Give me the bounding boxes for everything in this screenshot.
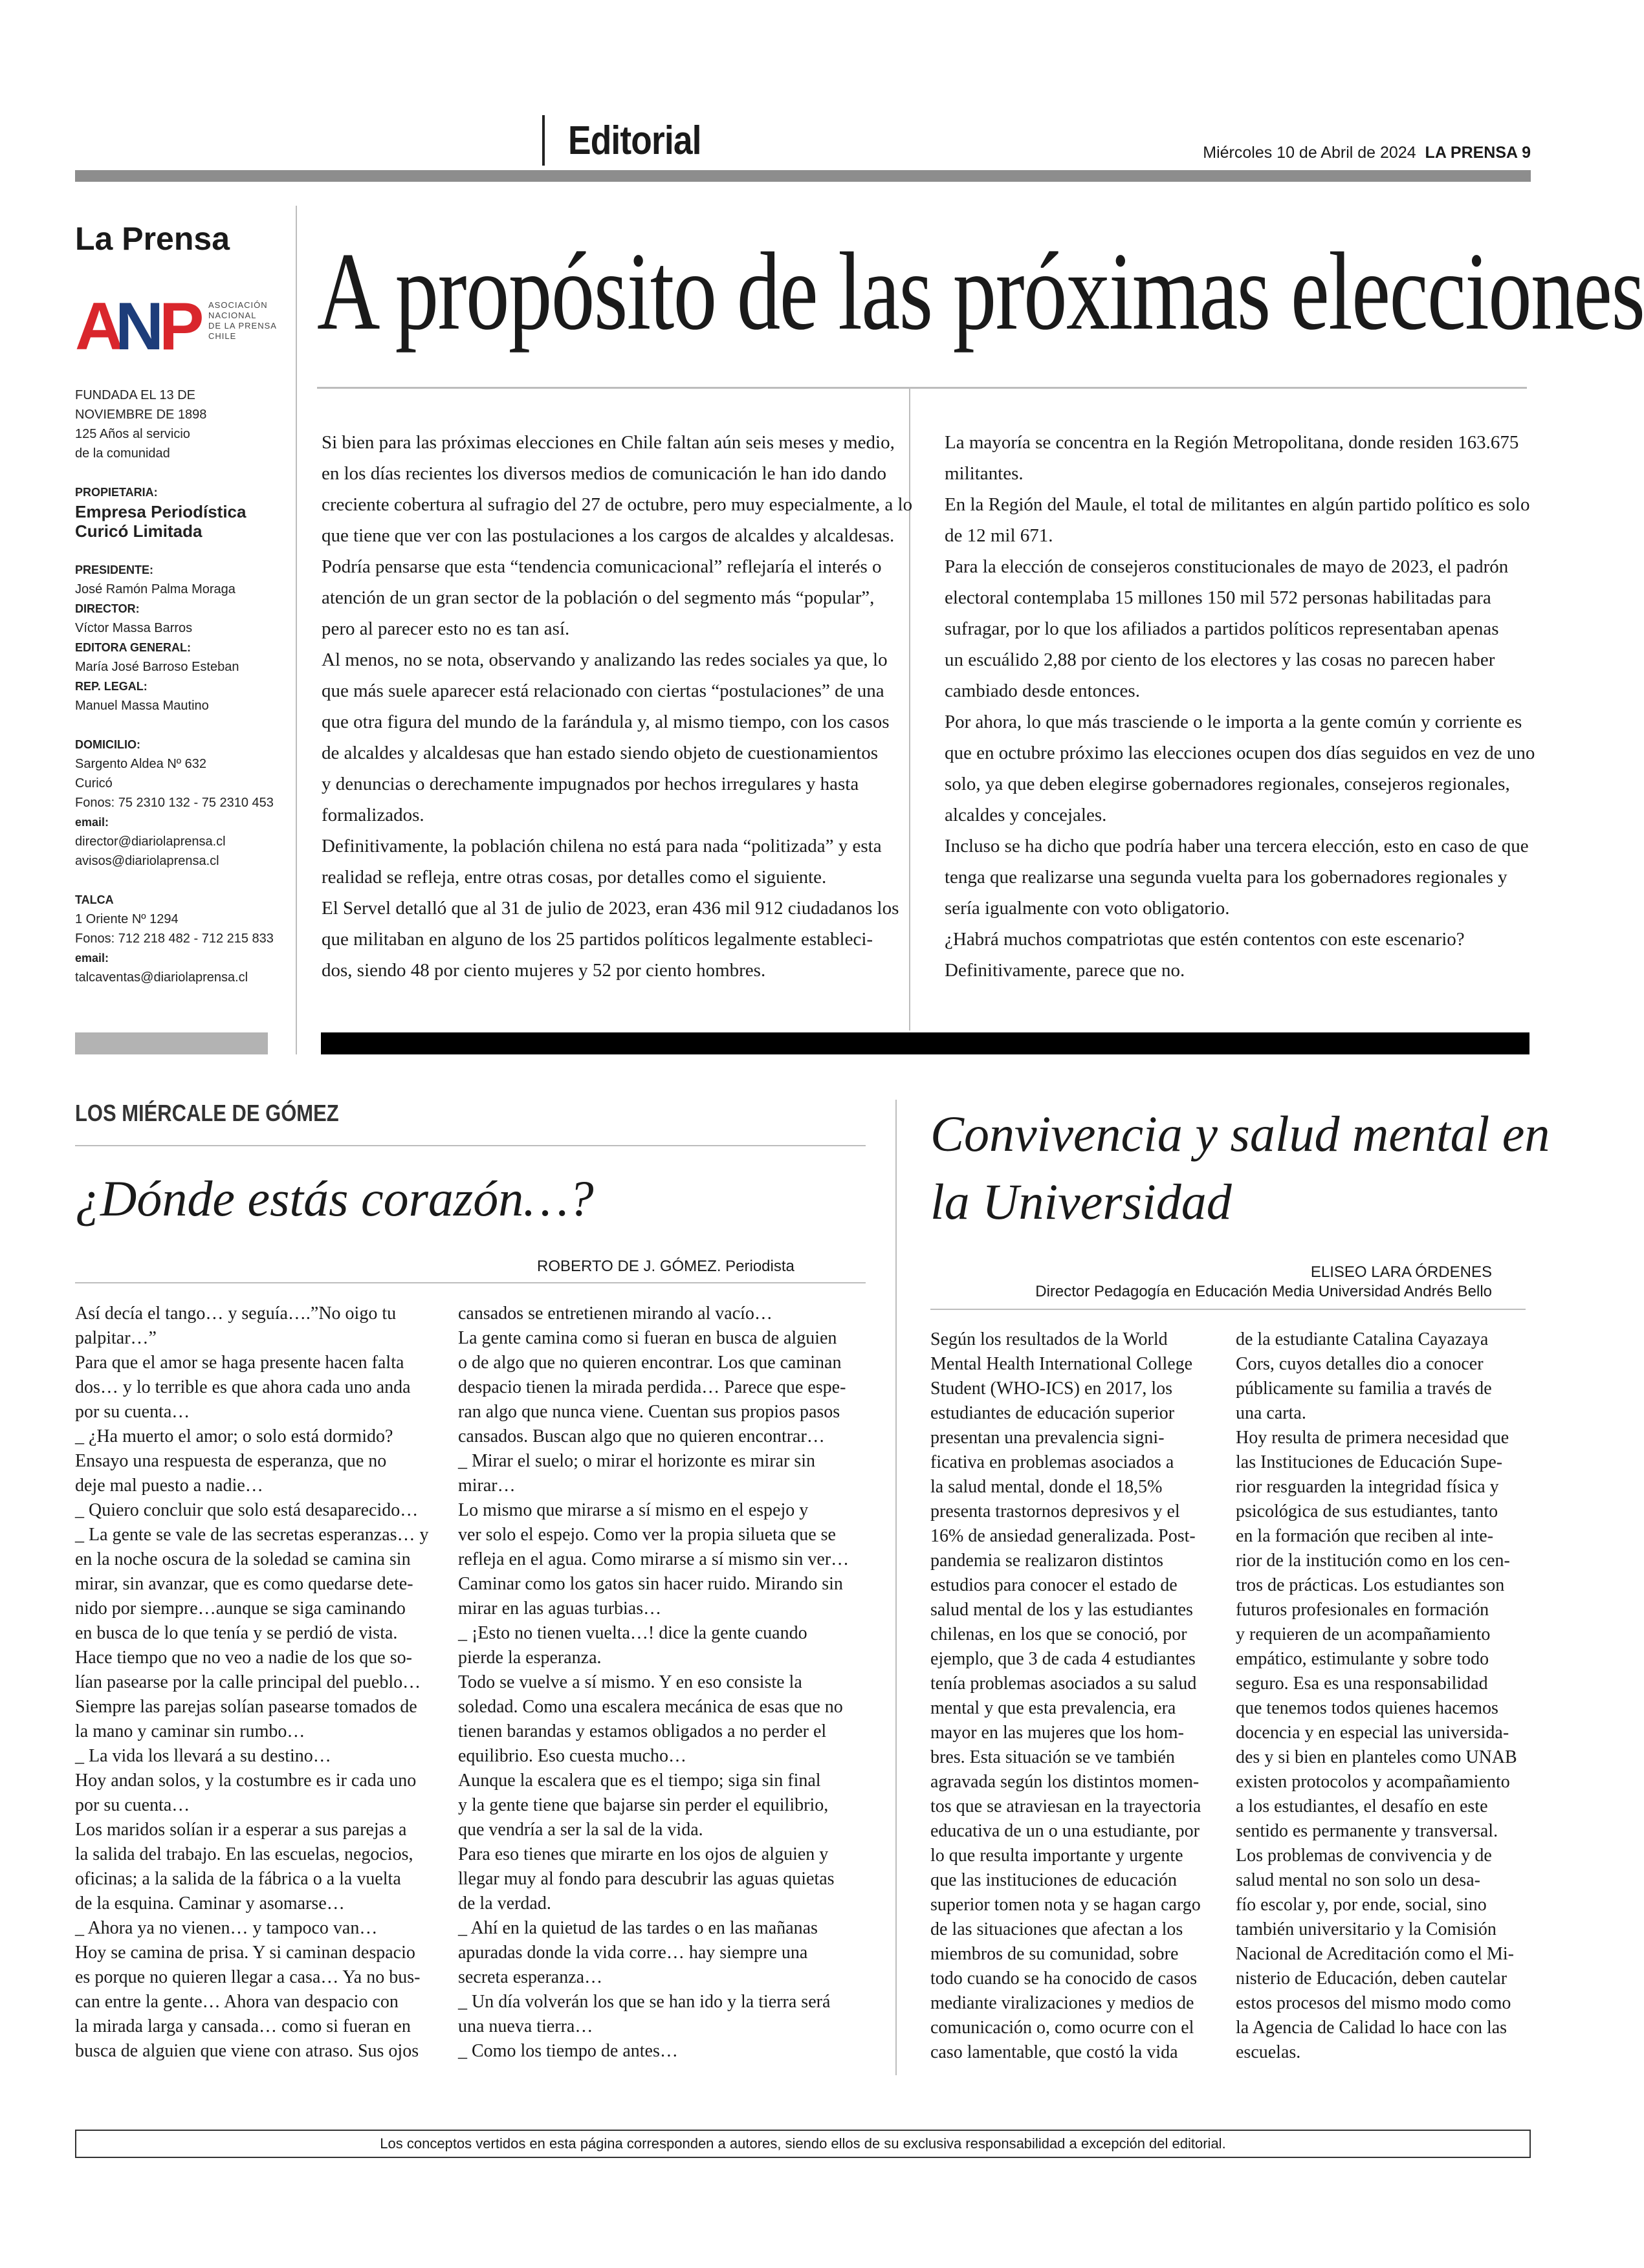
- text-line: Así decía el tango… y seguía….”No oigo tu: [75, 1303, 397, 1324]
- text-line: ficativa en problemas asociados a: [930, 1452, 1174, 1472]
- text-line: cansados. Buscan algo que no quieren encontrar…: [458, 1426, 825, 1446]
- text-line: dos… y lo terrible es que ahora cada uno anda: [75, 1377, 411, 1397]
- text-line: en la formación que reciben al inte-: [1236, 1526, 1494, 1546]
- text-line: dos, siendo 48 por ciento mujeres y 52 por ciento hombres.: [322, 960, 766, 981]
- opinion-text-2: [1236, 1327, 1517, 2065]
- text-line: Según los resultados de la World: [930, 1329, 1168, 1349]
- text-line: Para que el amor se haga presente hacen falta: [75, 1353, 404, 1373]
- staff-label: EDITORA GENERAL:: [75, 641, 192, 654]
- text-line: que tenemos todos quienes hacemos: [1236, 1698, 1498, 1718]
- text-line: busca de alguien que viene con atraso. Sus ojos: [75, 2041, 419, 2061]
- text-line: la salud mental, donde el 18,5%: [930, 1477, 1163, 1497]
- text-line: sentido es permanente y transversal.: [1236, 1821, 1498, 1841]
- text-line: Student (WHO-ICS) en 2017, los: [930, 1379, 1173, 1399]
- text-line: existen protocolos y acompañamiento: [1236, 1772, 1510, 1792]
- text-line: despacio tienen la mirada perdida… Parece que espe-: [458, 1377, 846, 1397]
- founded-line: de la comunidad: [75, 446, 170, 461]
- text-line: _ Ahí en la quietud de las tardes o en las mañanas: [458, 1918, 818, 1938]
- column-author: ROBERTO DE J. GÓMEZ. Periodista: [537, 1258, 795, 1275]
- text-line: rior de la institución como en los cen-: [1236, 1551, 1510, 1571]
- text-line: de la estudiante Catalina Cayazaya: [1236, 1329, 1489, 1349]
- text-line: que tiene que ver con las postulaciones a los cargos de alcaldes y alcaldesas.: [322, 525, 895, 546]
- text-line: Mental Health International College: [930, 1354, 1193, 1374]
- header-rule: [75, 170, 1531, 182]
- anp-logo-letter-p: P: [159, 289, 204, 364]
- text-line: pandemia se realizaron distintos: [930, 1551, 1163, 1571]
- text-line: Los maridos solían ir a esperar a sus parejas a: [75, 1820, 407, 1840]
- text-line: mirar en las aguas turbias…: [458, 1598, 662, 1619]
- text-line: mediante viralizaciones y medios de: [930, 1993, 1194, 2013]
- text-line: nido por siempre…aunque se siga caminando: [75, 1598, 406, 1619]
- staff-label: DIRECTOR:: [75, 602, 140, 615]
- text-line: tros de prácticas. Los estudiantes son: [1236, 1575, 1505, 1595]
- text-line: Para eso tienes que mirarte en los ojos de alguien y: [458, 1844, 829, 1864]
- text-line: lían pasearse por la calle principal del pueblo…: [75, 1672, 421, 1692]
- text-line: Al menos, no se nota, observando y analizando las redes sociales ya que, lo: [322, 649, 888, 670]
- text-line: _ Quiero concluir que solo está desaparecido…: [75, 1500, 419, 1520]
- text-line: educativa de un o una estudiante, por: [930, 1821, 1200, 1841]
- text-line: sufragar, por lo que los afiliados a partidos políticos representaban apenas: [945, 618, 1499, 639]
- opinion-title: Convivencia y salud mental en la Universidad: [930, 1106, 1550, 1230]
- staff-name: Víctor Massa Barros: [75, 621, 193, 635]
- section-name: Editorial: [568, 118, 701, 163]
- address-line: Fonos: 75 2310 132 - 75 2310 453: [75, 796, 274, 810]
- text-line: tienen barandas y estamos obligados a no perder el: [458, 1721, 827, 1741]
- text-line: palpitar…”: [75, 1328, 157, 1348]
- text-line: lo que resulta importante y urgente: [930, 1846, 1183, 1866]
- text-line: de 12 mil 671.: [945, 525, 1053, 546]
- text-line: estos procesos del mismo modo como: [1236, 1993, 1511, 2013]
- text-line: _ Como los tiempo de antes…: [458, 2041, 678, 2061]
- text-line: docencia y en especial las universida-: [1236, 1723, 1509, 1743]
- text-line: públicamente su familia a través de: [1236, 1379, 1492, 1399]
- text-line: estudios para conocer el estado de: [930, 1575, 1178, 1595]
- opinion-text-1: [930, 1327, 1201, 2065]
- text-line: la mano y caminar sin rumbo…: [75, 1721, 305, 1741]
- editorial-black-bar: [321, 1032, 1529, 1054]
- text-line: Nacional de Acreditación como el Mi-: [1236, 1944, 1514, 1964]
- text-line: Cors, cuyos detalles dio a conocer: [1236, 1354, 1484, 1374]
- text-line: salud mental no son solo un desa-: [1236, 1870, 1480, 1890]
- text-line: por su cuenta…: [75, 1402, 190, 1422]
- text-line: caso lamentable, que costó la vida: [930, 2042, 1178, 2062]
- opinion-rule: [930, 1309, 1526, 1310]
- text-line: Todo se vuelve a sí mismo. Y en eso consiste la: [458, 1672, 802, 1692]
- text-line: superior tomen nota y se hagan cargo: [930, 1895, 1201, 1915]
- staff-name: María José Barroso Esteban: [75, 660, 239, 674]
- page-label: LA PRENSA 9: [1425, 144, 1531, 162]
- text-line: Ensayo una respuesta de esperanza, que no: [75, 1451, 387, 1471]
- staff-label: PRESIDENTE:: [75, 563, 154, 576]
- text-line: pero al parecer esto no es tan así.: [322, 618, 570, 639]
- text-line: Podría pensarse que esta “tendencia comunicacional” reflejaría el interés o: [322, 556, 882, 577]
- opinion-author: ELISEO LARA ÓRDENES: [1310, 1263, 1492, 1281]
- text-line: las Instituciones de Educación Supe-: [1236, 1452, 1503, 1472]
- text-line: formalizados.: [322, 805, 424, 825]
- text-line: Incluso se ha dicho que podría haber una tercera elección, esto en caso de que: [945, 836, 1529, 856]
- text-line: _ ¡Esto no tienen vuelta…! dice la gente cuando: [458, 1623, 807, 1643]
- text-line: de la esquina. Caminar y asomarse…: [75, 1893, 345, 1914]
- text-line: empático, estimulante y sobre todo: [1236, 1649, 1489, 1669]
- address-line: Curicó: [75, 776, 113, 791]
- text-line: de la verdad.: [458, 1893, 551, 1914]
- text-line: seguro. Esa es una responsabilidad: [1236, 1674, 1488, 1694]
- issue-date: Miércoles 10 de Abril de 2024: [1203, 144, 1416, 162]
- owner-label: PROPIETARIA:: [75, 486, 158, 499]
- editorial-rule: [317, 387, 1527, 389]
- text-line: ver solo el espejo. Como ver la propia silueta que se: [458, 1525, 836, 1545]
- text-line: que otra figura del mundo de la farándula y, al mismo tiempo, con los casos: [322, 712, 890, 732]
- text-line: llegar muy al fondo para descubrir las aguas quietas: [458, 1869, 835, 1889]
- talca-line: 1 Oriente Nº 1294: [75, 912, 179, 926]
- text-line: mirar, sin avanzar, que es como quedarse dete-: [75, 1574, 413, 1594]
- owner-name: Empresa Periodística: [75, 502, 247, 521]
- text-line: _ ¿Ha muerto el amor; o solo está dormido?: [75, 1426, 393, 1446]
- address-label: DOMICILIO:: [75, 738, 140, 751]
- text-line: es porque no quieren llegar a casa… Ya no bus-: [75, 1967, 421, 1987]
- text-line: fío escolar y, por ende, social, sino: [1236, 1895, 1487, 1915]
- text-line: escuelas.: [1236, 2042, 1301, 2062]
- text-line: secreta esperanza…: [458, 1967, 603, 1987]
- text-line: mayor en las mujeres que los hom-: [930, 1723, 1184, 1743]
- text-line: electoral contemplaba 15 millones 150 mil 572 personas habilitadas para: [945, 587, 1491, 608]
- address-line: Sargento Aldea Nº 632: [75, 757, 207, 771]
- text-line: chilenas, en los que se conoció, por: [930, 1624, 1187, 1644]
- text-line: mental y que esta prevalencia, era: [930, 1698, 1176, 1718]
- text-line: que en octubre próximo las elecciones ocupen dos días seguidos en vez de uno: [945, 743, 1535, 763]
- text-line: _ Mirar el suelo; o mirar el horizonte es mirar sin: [458, 1451, 816, 1471]
- founded-line: FUNDADA EL 13 DE: [75, 388, 195, 402]
- text-line: que militaban en alguno de los 25 partidos políticos legalmente estableci-: [322, 929, 873, 950]
- text-line: mirar…: [458, 1476, 516, 1496]
- text-line: Definitivamente, parece que no.: [945, 960, 1185, 981]
- text-line: una carta.: [1236, 1403, 1306, 1423]
- text-line: agravada según los distintos momen-: [930, 1772, 1200, 1792]
- text-line: soledad. Como una escalera mecánica de esas que no: [458, 1697, 843, 1717]
- text-line: la salida del trabajo. En las escuelas, negocios,: [75, 1844, 413, 1864]
- text-line: Por ahora, lo que más trasciende o le importa a la gente común y corriente es: [945, 712, 1522, 732]
- text-line: 16% de ansiedad generalizada. Post-: [930, 1526, 1196, 1546]
- text-line: nisterio de Educación, deben cautelar: [1236, 1968, 1507, 1989]
- text-line: Hace tiempo que no veo a nadie de los que so-: [75, 1648, 412, 1668]
- text-line: y requieren de un acompañamiento: [1236, 1624, 1491, 1644]
- text-line: que más suele aparecer está relacionado con ciertas “postulaciones” de una: [322, 681, 884, 701]
- anp-logo-text-3: DE LA PRENSA: [208, 321, 277, 331]
- text-line: psicológica de sus estudiantes, tanto: [1236, 1501, 1498, 1521]
- text-line: comunicación o, como ocurre con el: [930, 2018, 1194, 2038]
- text-line: Los problemas de convivencia y de: [1236, 1846, 1492, 1866]
- text-line: en busca de lo que tenía y se perdió de vista.: [75, 1623, 398, 1643]
- text-line: atención de un gran sector de la población o del segmento más “popular”,: [322, 587, 875, 608]
- founded-line: NOVIEMBRE DE 1898: [75, 408, 207, 422]
- email-link[interactable]: director@diariolaprensa.cl: [75, 834, 226, 849]
- column-title: ¿Dónde estás corazón…?: [75, 1170, 594, 1227]
- text-line: realidad se refleja, entre otras cosas, por detalles como el siguiente.: [322, 867, 827, 888]
- text-line: sería igualmente con voto obligatorio.: [945, 898, 1230, 919]
- text-line: creciente cobertura al sufragio del 27 de octubre, pero muy especialmente, a lo: [322, 494, 913, 515]
- text-line: La mayoría se concentra en la Región Metropolitana, donde residen 163.675: [945, 432, 1519, 453]
- text-line: de las situaciones que afectan a los: [930, 1919, 1183, 1939]
- editorial-column-2: [945, 427, 1535, 986]
- header-divider: [542, 115, 545, 166]
- text-line: pierde la esperanza.: [458, 1648, 602, 1668]
- text-line: que vendría a ser la sal de la vida.: [458, 1820, 703, 1840]
- talca-line: Fonos: 712 218 482 - 712 215 833: [75, 932, 274, 946]
- anp-logo-text-2: NACIONAL: [208, 311, 257, 320]
- masthead-info: [75, 386, 289, 987]
- text-line: presenta trastornos depresivos y el: [930, 1501, 1180, 1521]
- email-link[interactable]: avisos@diariolaprensa.cl: [75, 854, 219, 868]
- text-line: alcaldes y concejales.: [945, 805, 1107, 825]
- text-line: _ La gente se vale de las secretas esperanzas… y: [75, 1525, 429, 1545]
- text-line: _ Ahora ya no vienen… y tampoco van…: [75, 1918, 378, 1938]
- anp-logo-letter-a: A: [75, 289, 124, 364]
- text-line: y la gente tiene que bajarse sin perder el equilibrio,: [458, 1795, 829, 1815]
- text-line: o de algo que no quieren encontrar. Los que caminan: [458, 1353, 842, 1373]
- anp-logo: [75, 289, 277, 364]
- column-kicker: LOS MIÉRCALE DE GÓMEZ: [75, 1100, 339, 1126]
- text-line: Aunque la escalera que es el tiempo; siga sin final: [458, 1771, 821, 1791]
- text-line: rior resguarden la integridad física y: [1236, 1477, 1499, 1497]
- text-line: todo cuando se ha conocido de casos: [930, 1968, 1198, 1989]
- lower-section-separator: [895, 1100, 897, 2075]
- text-line: bres. Esta situación se ve también: [930, 1747, 1175, 1767]
- text-line: en la noche oscura de la soledad se camina sin: [75, 1549, 411, 1569]
- text-line: deje mal puesto a nadie…: [75, 1476, 263, 1496]
- masthead-grey-bar: [75, 1032, 268, 1054]
- text-line: por su cuenta…: [75, 1795, 190, 1815]
- text-line: Si bien para las próximas elecciones en Chile faltan aún seis meses y medio,: [322, 432, 895, 453]
- text-line: de alcaldes y alcaldesas que han estado siendo objeto de cuestionamientos: [322, 743, 879, 763]
- text-line: des y si bien en planteles como UNAB: [1236, 1747, 1517, 1767]
- text-line: tos que se atraviesan en la trayectoria: [930, 1796, 1201, 1816]
- text-line: _ Un día volverán los que se han ido y la tierra será: [458, 1992, 831, 2012]
- header-dateline: [1100, 144, 1531, 162]
- email-link[interactable]: talcaventas@diariolaprensa.cl: [75, 970, 248, 985]
- column-text-2: [458, 1302, 849, 2064]
- text-line: militantes.: [945, 463, 1024, 484]
- column-text-1: [75, 1302, 429, 2064]
- footer-disclaimer: Los conceptos vertidos en esta página corresponden a autores, siendo ellos de su exclusiva responsabilidad a excepción del editorial.: [380, 2135, 1226, 2152]
- text-line: Hoy resulta de primera necesidad que: [1236, 1428, 1509, 1448]
- text-line: La gente camina como si fueran en busca de alguien: [458, 1328, 837, 1348]
- text-line: y denuncias o derechamente impugnados por hechos irregulares y hasta: [322, 774, 859, 794]
- text-line: El Servel detalló que al 31 de julio de 2023, eran 436 mil 912 ciudadanos los: [322, 898, 899, 919]
- owner-name: Curicó Limitada: [75, 521, 203, 541]
- anp-logo-mark: [75, 289, 277, 364]
- text-line: apuradas donde la vida corre… hay siempre una: [458, 1943, 808, 1963]
- text-line: futuros profesionales en formación: [1236, 1600, 1489, 1620]
- email-label: email:: [75, 816, 109, 829]
- text-line: equilibrio. Eso cuesta mucho…: [458, 1746, 687, 1766]
- text-line: Caminar como los gatos sin hacer ruido. Mirando sin: [458, 1574, 843, 1594]
- editorial-column-1: [322, 427, 912, 986]
- text-line: En la Región del Maule, el total de militantes en algún partido político es solo: [945, 494, 1530, 515]
- text-line: presentan una prevalencia signi-: [930, 1428, 1165, 1448]
- opinion-byline: [841, 1263, 1492, 1302]
- staff-label: REP. LEGAL:: [75, 680, 148, 693]
- text-line: Hoy andan solos, y la costumbre es ir cada uno: [75, 1771, 417, 1791]
- founded-line: 125 Años al servicio: [75, 427, 190, 441]
- text-line: refleja en el agua. Como mirarse a sí mismo sin ver…: [458, 1549, 849, 1569]
- text-line: ¿Habrá muchos compatriotas que estén contentos con este escenario?: [945, 929, 1465, 950]
- text-line: Hoy se camina de prisa. Y si caminan despacio: [75, 1943, 415, 1963]
- talca-email-label: email:: [75, 952, 109, 965]
- text-line: un escuálido 2,88 por ciento de los electores y las cosas no parecen haber: [945, 649, 1495, 670]
- text-line: miembros de su comunidad, sobre: [930, 1944, 1179, 1964]
- text-line: salud mental de los y las estudiantes: [930, 1600, 1193, 1620]
- text-line: que las instituciones de educación: [930, 1870, 1177, 1890]
- anp-logo-letter-n: N: [115, 289, 164, 364]
- text-line: Lo mismo que mirarse a sí mismo en el espejo y: [458, 1500, 809, 1520]
- text-line: ejemplo, que 3 de cada 4 estudiantes: [930, 1649, 1196, 1669]
- text-line: la mirada larga y cansada… como si fueran en: [75, 2016, 411, 2036]
- staff-name: Manuel Massa Mautino: [75, 699, 209, 713]
- footer-disclaimer-box: [75, 2130, 1531, 2158]
- text-line: una nueva tierra…: [458, 2016, 593, 2036]
- text-line: ran algo que nunca viene. Cuentan sus propios pasos: [458, 1402, 840, 1422]
- text-line: cansados se entretienen mirando al vacío…: [458, 1303, 773, 1324]
- text-line: estudiantes de educación superior: [930, 1403, 1175, 1423]
- talca-label: TALCA: [75, 893, 114, 906]
- text-line: Siempre las parejas solían pasearse tomados de: [75, 1697, 417, 1717]
- anp-logo-text-1: ASOCIACIÓN: [208, 300, 268, 310]
- text-line: tenga que realizarse una segunda vuelta para los gobernadores regionales y: [945, 867, 1507, 888]
- text-line: can entre la gente… Ahora van despacio con: [75, 1992, 399, 2012]
- text-line: cambiado desde entonces.: [945, 681, 1140, 701]
- text-line: Definitivamente, la población chilena no está para nada “politizada” y esta: [322, 836, 882, 856]
- opinion-author-role: Director Pedagogía en Educación Media Universidad Andrés Bello: [1035, 1283, 1492, 1300]
- column-author-rule: [75, 1282, 866, 1283]
- masthead-separator: [296, 206, 297, 1054]
- anp-logo-text-4: CHILE: [208, 331, 237, 341]
- staff-name: José Ramón Palma Moraga: [75, 582, 236, 596]
- text-line: _ La vida los llevará a su destino…: [75, 1746, 331, 1766]
- text-line: también universitario y la Comisión: [1236, 1919, 1496, 1939]
- text-line: a los estudiantes, el desafío en este: [1236, 1796, 1488, 1816]
- text-line: tenía problemas asociados a su salud: [930, 1674, 1197, 1694]
- text-line: en los días recientes los diversos medios de comunicación le han ido dando: [322, 463, 887, 484]
- text-line: la Agencia de Calidad lo hace con las: [1236, 2018, 1507, 2038]
- brand-name: La Prensa: [75, 221, 230, 257]
- column-rule: [75, 1145, 866, 1146]
- text-line: oficinas; a la salida de la fábrica o a la vuelta: [75, 1869, 401, 1889]
- text-line: Para la elección de consejeros constitucionales de mayo de 2023, el padrón: [945, 556, 1509, 577]
- editorial-title: A propósito de las próximas elecciones: [317, 230, 1644, 353]
- text-line: solo, ya que deben elegirse gobernadores regionales, consejeros regionales,: [945, 774, 1510, 794]
